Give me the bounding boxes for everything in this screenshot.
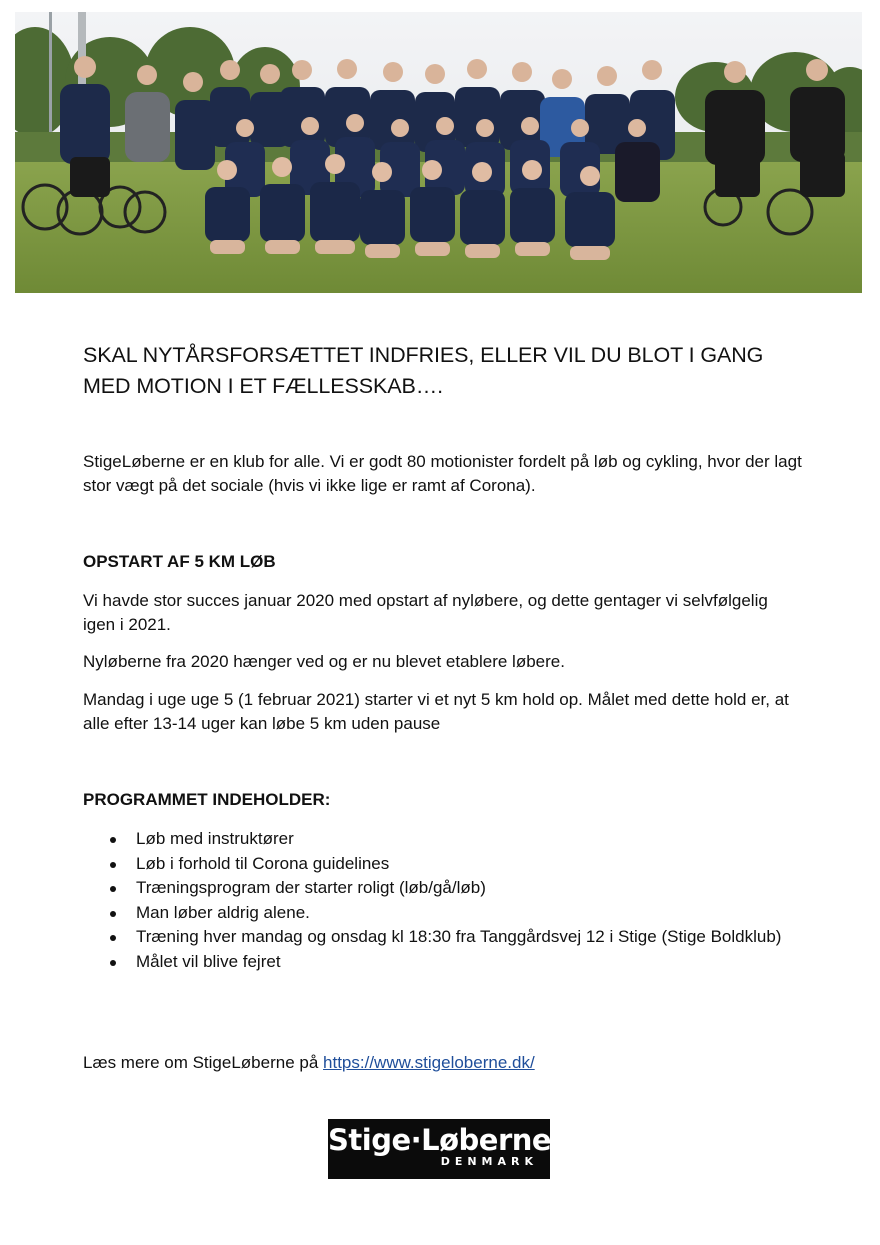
website-link[interactable]: https://www.stigeloberne.dk/ <box>323 1053 535 1072</box>
list-item: Man løber aldrig alene. <box>83 901 783 926</box>
program-list <box>83 827 783 974</box>
paragraph-start-date: Mandag i uge uge 5 (1 februar 2021) starter vi et nyt 5 km hold op. Målet med dette hold er, at alle efter 13-14 uger kan løbe 5 km uden pause <box>83 690 789 733</box>
intro-paragraph: StigeLøberne er en klub for alle. Vi er godt 80 motionister fordelt på løb og cykling, hvor der lagt stor vægt på det sociale (hvis vi ikke lige er ramt af Corona). <box>83 452 802 495</box>
stigeloberne-logo <box>328 1119 550 1179</box>
logo-country: DENMARK <box>440 1155 538 1168</box>
list-item: Træning hver mandag og onsdag kl 18:30 fra Tanggårdsvej 12 i Stige (Stige Boldklub) <box>83 925 783 950</box>
read-more-line <box>83 1051 803 1075</box>
list-item: Træningsprogram der starter roligt (løb/gå/løb) <box>83 876 783 901</box>
paragraph-success: Vi havde stor succes januar 2020 med opstart af nyløbere, og dette gentager vi selvfølgelig igen i 2021. <box>83 591 768 634</box>
section-heading-opstart: OPSTART AF 5 KM LØB <box>83 552 276 571</box>
group-photo-illustration <box>15 12 862 293</box>
list-item: Løb med instruktører <box>83 827 783 852</box>
read-more-text: Læs mere om StigeLøberne på <box>83 1053 324 1072</box>
section-heading-program: PROGRAMMET INDEHOLDER: <box>83 790 331 809</box>
logo-wordmark: Stige·Løberne <box>328 1123 552 1157</box>
paragraph-newrunners: Nyløberne fra 2020 hænger ved og er nu blevet etablere løbere. <box>83 652 565 671</box>
list-item: Løb i forhold til Corona guidelines <box>83 852 783 877</box>
group-photo <box>15 12 862 293</box>
list-item: Målet vil blive fejret <box>83 950 783 975</box>
headline: SKAL NYTÅRSFORSÆTTET INDFRIES, ELLER VIL DU BLOT I GANG MED MOTION I ET FÆLLESSKAB…. <box>83 343 764 398</box>
